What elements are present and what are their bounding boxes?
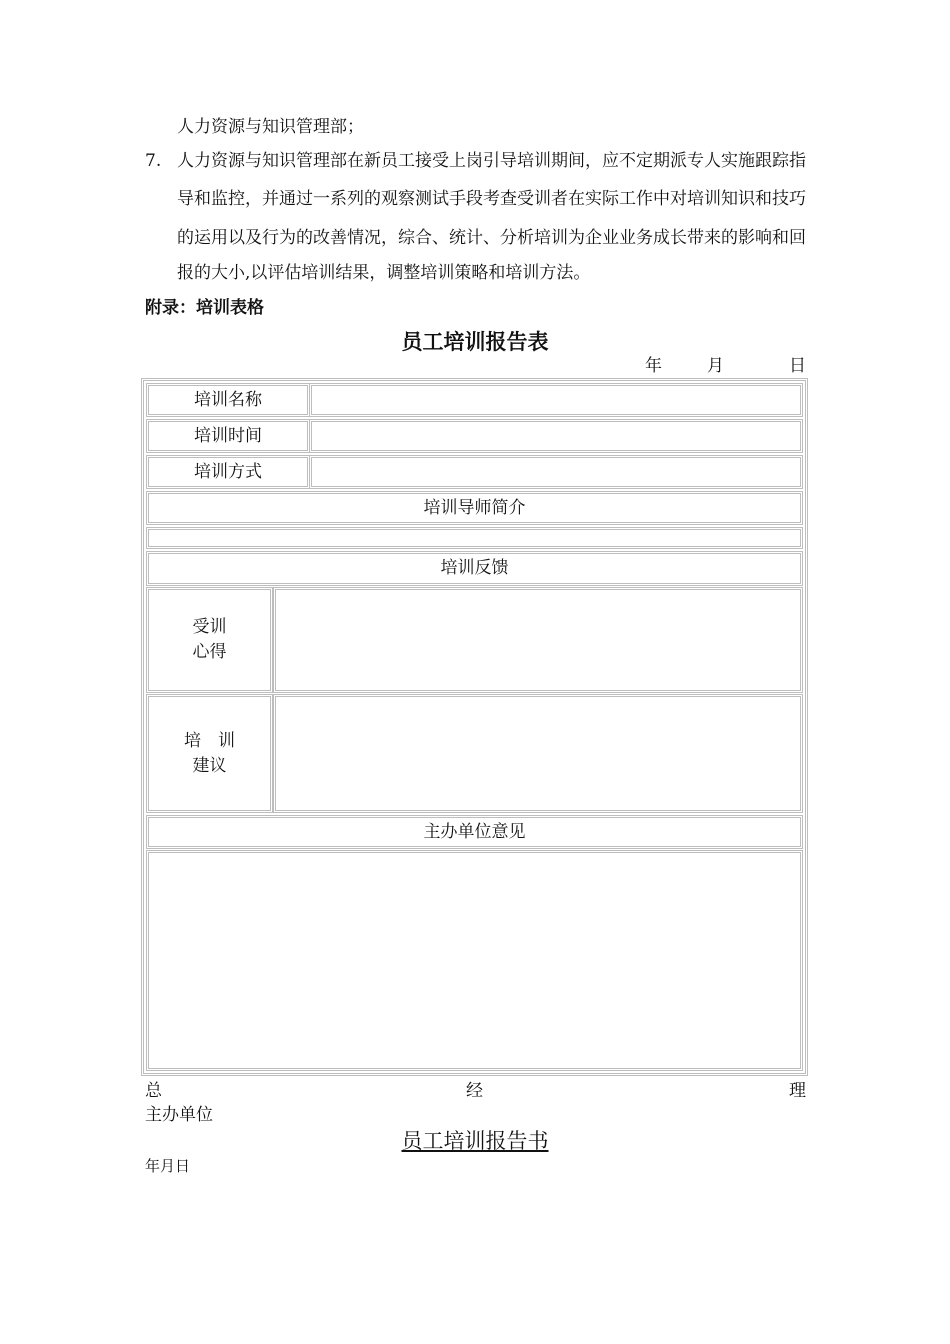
list-number: 7. bbox=[145, 151, 162, 171]
paragraph-line: 报的大小,以评估培训结果，调整培训策略和培训方法。 bbox=[177, 263, 591, 283]
label-training-time: 培训时间 bbox=[146, 419, 310, 453]
appendix-heading: 附录：培训表格 bbox=[145, 298, 264, 318]
label-tutor-intro: 培训导师简介 bbox=[146, 491, 803, 525]
label-experience-line1: 受训 bbox=[192, 617, 227, 637]
paragraph-line: 人力资源与知识管理部在新员工接受上岗引导培训期间，应不定期派专人实施跟踪指 bbox=[177, 151, 806, 171]
form-title: 员工培训报告表 bbox=[401, 330, 549, 354]
date-day: 日 bbox=[789, 356, 806, 376]
experience-field[interactable] bbox=[273, 587, 803, 693]
label-organizer-opinion: 主办单位意见 bbox=[146, 815, 803, 849]
paragraph-line: 的运用以及行为的改善情况，综合、统计、分析培训为企业业务成长带来的影响和回 bbox=[177, 228, 806, 248]
date-month: 月 bbox=[707, 356, 724, 376]
label-experience-line2: 心得 bbox=[192, 642, 227, 662]
footer-gm-3: 理 bbox=[789, 1081, 806, 1101]
suggestion-field[interactable] bbox=[273, 694, 803, 813]
paragraph-line: 导和监控，并通过一系列的观察测试手段考查受训者在实际工作中对培训知识和技巧 bbox=[177, 189, 806, 209]
paragraph-line: 人力资源与知识管理部； bbox=[177, 117, 364, 137]
tutor-intro-field[interactable] bbox=[146, 527, 803, 549]
label-experience bbox=[146, 587, 273, 693]
date-year: 年 bbox=[645, 356, 662, 376]
footer-date: 年月日 bbox=[145, 1157, 191, 1175]
label-suggestion bbox=[146, 694, 273, 813]
report-title: 员工培训报告书 bbox=[401, 1129, 549, 1153]
training-name-field[interactable] bbox=[309, 383, 803, 417]
label-training-name: 培训名称 bbox=[146, 383, 310, 417]
training-time-field[interactable] bbox=[309, 419, 803, 453]
organizer-opinion-field[interactable] bbox=[146, 850, 803, 1071]
footer-organizer: 主办单位 bbox=[145, 1105, 213, 1125]
footer-gm-2: 经 bbox=[466, 1081, 483, 1101]
label-feedback: 培训反馈 bbox=[146, 551, 803, 586]
label-suggestion-line2: 建议 bbox=[192, 755, 227, 776]
training-method-field[interactable] bbox=[309, 455, 803, 489]
label-training-method: 培训方式 bbox=[146, 455, 310, 489]
footer-gm-1: 总 bbox=[145, 1081, 162, 1101]
label-suggestion-line1: 培 训 bbox=[184, 730, 235, 751]
